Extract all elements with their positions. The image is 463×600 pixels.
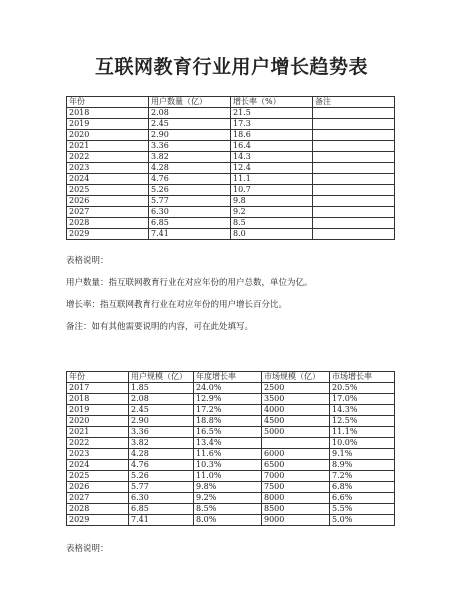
table-cell: 2020 — [67, 416, 129, 427]
table-cell: 8500 — [262, 504, 330, 515]
table-cell: 6000 — [262, 449, 330, 460]
table-cell — [313, 174, 395, 185]
users-description: 用户数量：指互联网教育行业在对应年份的用户总数，单位为亿。 — [66, 278, 313, 288]
table-cell: 9.2 — [231, 207, 313, 218]
table-cell: 4.76 — [149, 174, 231, 185]
remark-description: 备注：如有其他需要说明的内容，可在此处填写。 — [66, 322, 254, 332]
table-cell: 2027 — [67, 493, 129, 504]
table-row — [67, 460, 395, 471]
table-row — [67, 119, 395, 130]
table-cell: 3.36 — [129, 427, 194, 438]
table-cell: 2023 — [67, 449, 129, 460]
table-cell: 2029 — [67, 229, 149, 240]
column-header: 用户规模（亿） — [129, 372, 194, 383]
table-row — [67, 152, 395, 163]
table-cell: 2025 — [67, 471, 129, 482]
table-note: 表格说明： — [66, 256, 109, 266]
table-row — [67, 174, 395, 185]
table-cell: 5.26 — [149, 185, 231, 196]
table-cell: 2024 — [67, 460, 129, 471]
table-cell: 2019 — [67, 405, 129, 416]
column-header: 用户数量（亿） — [149, 97, 231, 108]
table-row — [67, 515, 395, 526]
table-cell: 5000 — [262, 427, 330, 438]
column-header: 年度增长率 — [194, 372, 262, 383]
table-cell: 3500 — [262, 394, 330, 405]
table-cell: 18.8% — [194, 416, 262, 427]
table-cell: 11.0% — [194, 471, 262, 482]
table-cell: 17.0% — [330, 394, 395, 405]
table-cell: 17.3 — [231, 119, 313, 130]
table-cell: 12.5% — [330, 416, 395, 427]
table-cell: 12.9% — [194, 394, 262, 405]
table-cell: 2.90 — [149, 130, 231, 141]
table-cell: 3.82 — [149, 152, 231, 163]
column-header: 备注 — [313, 97, 395, 108]
table-cell: 2027 — [67, 207, 149, 218]
table-cell — [313, 130, 395, 141]
table-row — [67, 108, 395, 119]
table-cell — [313, 119, 395, 130]
table-cell: 14.3% — [330, 405, 395, 416]
table-cell — [313, 229, 395, 240]
table-cell: 4500 — [262, 416, 330, 427]
table-row — [67, 207, 395, 218]
table-cell: 7.2% — [330, 471, 395, 482]
table-row — [67, 185, 395, 196]
table-cell: 2.45 — [149, 119, 231, 130]
table-cell: 5.26 — [129, 471, 194, 482]
column-header: 市场增长率 — [330, 372, 395, 383]
table-row — [67, 449, 395, 460]
table-row — [67, 196, 395, 207]
table-cell: 3.36 — [149, 141, 231, 152]
table-header-row — [67, 372, 395, 383]
table-cell: 2026 — [67, 196, 149, 207]
table-header-row — [67, 97, 395, 108]
table-cell: 10.3% — [194, 460, 262, 471]
table-row — [67, 427, 395, 438]
table-cell: 6.30 — [129, 493, 194, 504]
table-cell: 7500 — [262, 482, 330, 493]
table-cell: 9.2% — [194, 493, 262, 504]
table-cell: 11.6% — [194, 449, 262, 460]
table-cell: 4.28 — [129, 449, 194, 460]
table-cell: 2018 — [67, 394, 129, 405]
table-cell: 5.5% — [330, 504, 395, 515]
table-row — [67, 504, 395, 515]
table-cell — [313, 141, 395, 152]
table-cell: 2.45 — [129, 405, 194, 416]
table-row — [67, 394, 395, 405]
table-cell: 21.5 — [231, 108, 313, 119]
table-cell: 16.5% — [194, 427, 262, 438]
market-growth-table — [66, 371, 395, 526]
table-cell — [262, 438, 330, 449]
table-cell: 18.6 — [231, 130, 313, 141]
table-row — [67, 438, 395, 449]
table-cell: 16.4 — [231, 141, 313, 152]
table-cell: 9000 — [262, 515, 330, 526]
table-row — [67, 130, 395, 141]
table-cell: 24.0% — [194, 383, 262, 394]
table-cell — [313, 108, 395, 119]
table-cell: 2021 — [67, 141, 149, 152]
table-row — [67, 482, 395, 493]
table-cell: 4000 — [262, 405, 330, 416]
table-cell: 2020 — [67, 130, 149, 141]
table-cell: 2.08 — [149, 108, 231, 119]
table-cell: 14.3 — [231, 152, 313, 163]
table-cell: 7.41 — [149, 229, 231, 240]
table-cell: 2028 — [67, 218, 149, 229]
table-cell: 2500 — [262, 383, 330, 394]
table-cell: 9.8% — [194, 482, 262, 493]
table-cell — [313, 152, 395, 163]
table-cell: 9.8 — [231, 196, 313, 207]
column-header: 年份 — [67, 372, 129, 383]
table-cell — [313, 207, 395, 218]
table-cell: 2024 — [67, 174, 149, 185]
table-cell: 2026 — [67, 482, 129, 493]
table-cell: 2022 — [67, 152, 149, 163]
table-cell: 11.1 — [231, 174, 313, 185]
table-cell — [313, 196, 395, 207]
table-row — [67, 163, 395, 174]
table-row — [67, 416, 395, 427]
table-row — [67, 383, 395, 394]
table-cell: 8.9% — [330, 460, 395, 471]
table-cell: 8000 — [262, 493, 330, 504]
table-cell: 6500 — [262, 460, 330, 471]
growth-description: 增长率：指互联网教育行业在对应年份的用户增长百分比。 — [66, 300, 288, 310]
table-cell: 5.0% — [330, 515, 395, 526]
table-cell: 5.77 — [149, 196, 231, 207]
table-cell — [313, 185, 395, 196]
table-row — [67, 471, 395, 482]
table-cell: 2018 — [67, 108, 149, 119]
table-cell: 8.5 — [231, 218, 313, 229]
table-cell: 10.7 — [231, 185, 313, 196]
table-cell: 2.90 — [129, 416, 194, 427]
table-cell: 2029 — [67, 515, 129, 526]
table-cell: 6.85 — [149, 218, 231, 229]
table-cell: 2021 — [67, 427, 129, 438]
table-cell: 4.28 — [149, 163, 231, 174]
table-cell: 10.0% — [330, 438, 395, 449]
table-row — [67, 218, 395, 229]
table-cell: 9.1% — [330, 449, 395, 460]
column-header: 市场规模（亿） — [262, 372, 330, 383]
table-cell: 8.5% — [194, 504, 262, 515]
table-row — [67, 229, 395, 240]
table-cell: 6.85 — [129, 504, 194, 515]
table-cell: 1.85 — [129, 383, 194, 394]
table-cell: 4.76 — [129, 460, 194, 471]
table-row — [67, 141, 395, 152]
table-cell: 2019 — [67, 119, 149, 130]
table-cell: 2.08 — [129, 394, 194, 405]
table-cell: 2023 — [67, 163, 149, 174]
column-header: 增长率（%） — [231, 97, 313, 108]
table-cell: 2022 — [67, 438, 129, 449]
table-cell: 8.0% — [194, 515, 262, 526]
user-growth-table — [66, 96, 395, 240]
table-cell: 7.41 — [129, 515, 194, 526]
table-cell: 2028 — [67, 504, 129, 515]
table-cell: 12.4 — [231, 163, 313, 174]
table-cell: 6.8% — [330, 482, 395, 493]
table-cell: 17.2% — [194, 405, 262, 416]
table-cell: 8.0 — [231, 229, 313, 240]
table-cell — [313, 163, 395, 174]
table-cell: 5.77 — [129, 482, 194, 493]
table-note: 表格说明： — [66, 544, 109, 554]
table-row — [67, 493, 395, 504]
table-cell: 3.82 — [129, 438, 194, 449]
column-header: 年份 — [67, 97, 149, 108]
table-cell: 13.4% — [194, 438, 262, 449]
table-cell: 2025 — [67, 185, 149, 196]
table-cell: 2017 — [67, 383, 129, 394]
table-cell — [313, 218, 395, 229]
table-cell: 7000 — [262, 471, 330, 482]
table-row — [67, 405, 395, 416]
table-cell: 6.6% — [330, 493, 395, 504]
page-title: 互联网教育行业用户增长趋势表 — [94, 56, 368, 78]
table-cell: 20.5% — [330, 383, 395, 394]
table-cell: 6.30 — [149, 207, 231, 218]
table-cell: 11.1% — [330, 427, 395, 438]
